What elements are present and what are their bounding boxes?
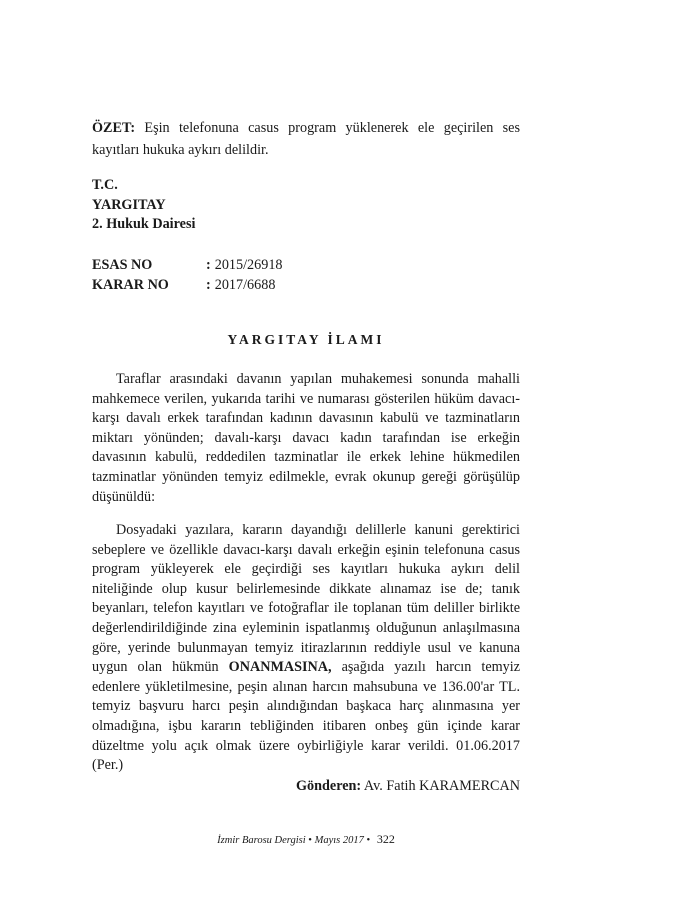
page-number: 322 [376, 832, 395, 846]
karar-value: 2017/6688 [214, 277, 276, 293]
footer-bullet-2: • [366, 835, 371, 846]
court-chamber: 2. Hukuk Dairesi [92, 216, 196, 232]
summary-paragraph [92, 117, 520, 161]
footer-bullet-1: • [308, 835, 312, 846]
esas-value: 2015/26918 [214, 257, 283, 273]
verdict-emphasis: ONANMASINA, [228, 659, 332, 676]
decision-heading: YARGITAY İLAMI [227, 332, 385, 347]
sender-label: Gönderen: [295, 778, 362, 794]
summary-text: Eşin telefonuna casus program yüklenerek ele geçirilen ses kayıtları hukuka aykırı delildir. [92, 120, 521, 158]
body-paragraph-2-end: aşağıda yazılı harcın temyiz edenlere yükletilmesine, peşin alınan harcın mahsubuna ve 136.00'ar TL. temyiz başvuru harcı peşin alındığından başkaca harç alınmasına yer olmadığına, işbu kararın tebliğinden itibaren onbeş gün içinde karar düzeltme yolu açık olmak üzere oybirliğiyle karar verildi. 01.06.2017 (Per.) [92, 659, 520, 774]
court-country: T.C. [92, 177, 118, 193]
court-header [92, 176, 195, 235]
body-paragraph-2-start: Dosyadaki yazılara, kararın dayandığı delillerle kanuni gerektirici sebeplere ve özellikle davacı-karşı davalı erkeğin eşinin telefonuna casus program yükleyerek ele geçirdiği ses kayıtları hukuka aykırı delil niteliğinde olup kusur belirlemesinde dikkate alınamaz ise de; tanık beyanları, telefon kayıtları ve fotoğraflar ile toplanan tüm deliller birlikte değerlendirildiğinde zina eyleminin ispatlanmış olduğunun anlaşılmasına göre, yerinde bulunmayan temyiz itirazlarının reddiyle usul ve kanuna uygun olan hükmün [92, 522, 520, 676]
journal-name: İzmir Barosu Dergisi [217, 835, 306, 846]
karar-row [92, 275, 283, 295]
case-info [92, 255, 283, 295]
body-paragraph-2 [92, 521, 520, 776]
esas-row [92, 255, 283, 275]
sender-name: Av. Fatih KARAMERCAN [363, 778, 520, 794]
court-name: YARGITAY [92, 196, 166, 213]
page-footer [92, 832, 520, 847]
journal-issue: Mayıs 2017 [314, 835, 364, 846]
karar-separator: : [206, 277, 211, 293]
esas-label: ESAS NO [92, 257, 153, 273]
esas-separator: : [206, 257, 211, 273]
karar-label: KARAR NO [92, 277, 169, 293]
body-paragraph-1: Taraflar arasındaki davanın yapılan muhakemesi sonunda mahalli mahkemece verilen, yukarıda tarihi ve numarası gösterilen hüküm davacı-karşı davalı erkek tarafından kadının davasının kabulü ve tazminatların miktarı yönünden; davalı-karşı davacı kadın tarafından ise erkeğin davasının kabulü, reddedilen tazminatlar ile erkek lehine hükmedilen tazminatlar yönünden temyiz edilmekle, evrak okunup gereği görüşülüp düşünüldü: [92, 371, 520, 505]
sender-line [296, 778, 520, 795]
summary-label: ÖZET: [92, 120, 136, 136]
